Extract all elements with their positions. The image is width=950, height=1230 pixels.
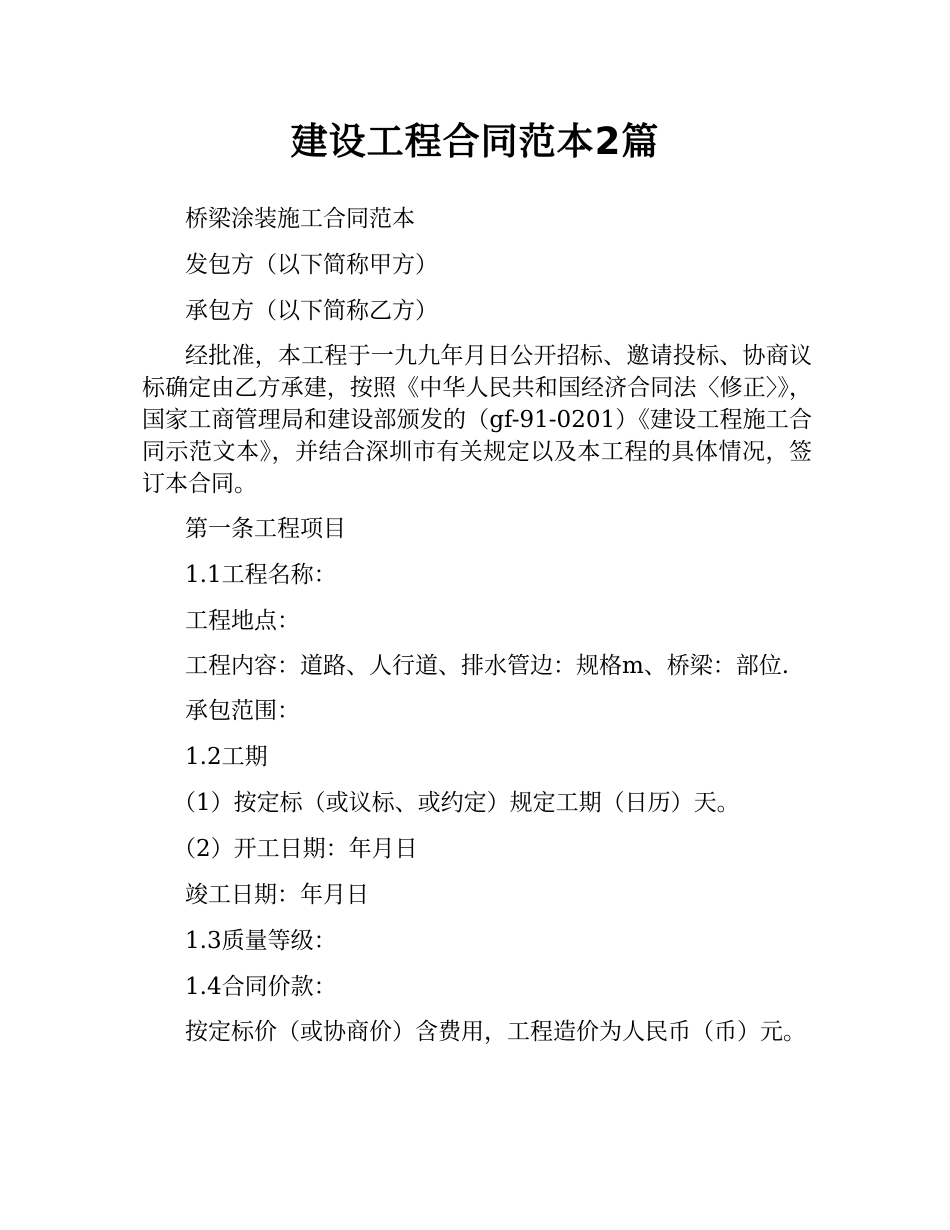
paragraph-start-date: （2）开工日期：年月日 [173, 836, 418, 862]
paragraph-contract-subtitle: 桥梁涂装施工合同范本 [185, 206, 415, 232]
paragraph-project-content: 工程内容：道路、人行道、排水管边：规格m、桥梁：部位. [185, 653, 790, 679]
paragraph-party-a: 发包方（以下简称甲方） [185, 252, 438, 278]
paragraph-project-location: 工程地点： [185, 608, 300, 634]
paragraph-quality-grade: 1.3质量等级： [185, 928, 337, 954]
paragraph-project-name: 1.1工程名称： [185, 562, 337, 588]
paragraph-duration-days: （1）按定标（或议标、或约定）规定工期（日历）天。 [173, 790, 740, 816]
paragraph-preamble: 经批准，本工程于一九九年月日公开招标、邀请投标、协商议标确定由乙方承建，按照《中华人民共和国经济合同法〈修正〉》，国家工商管理局和建设部颁发的（gf-91-0201）《建设工程施工合同示范文本》，并结合深圳市有关规定以及本工程的具体情况，签订本合同。 [142, 343, 812, 497]
paragraph-article-one-heading: 第一条工程项目 [185, 516, 346, 542]
document-body [142, 202, 812, 1060]
paragraph-contract-scope: 承包范围： [185, 698, 300, 724]
paragraph-contract-price: 1.4合同价款： [185, 974, 337, 1000]
paragraph-price-detail: 按定标价（或协商价）含费用，工程造价为人民币（币）元。 [185, 1019, 806, 1045]
paragraph-duration-heading: 1.2工期 [185, 744, 268, 770]
paragraph-party-b: 承包方（以下简称乙方） [185, 298, 438, 324]
paragraph-completion-date: 竣工日期：年月日 [185, 882, 369, 908]
document-title: 建设工程合同范本2篇 [290, 120, 660, 163]
